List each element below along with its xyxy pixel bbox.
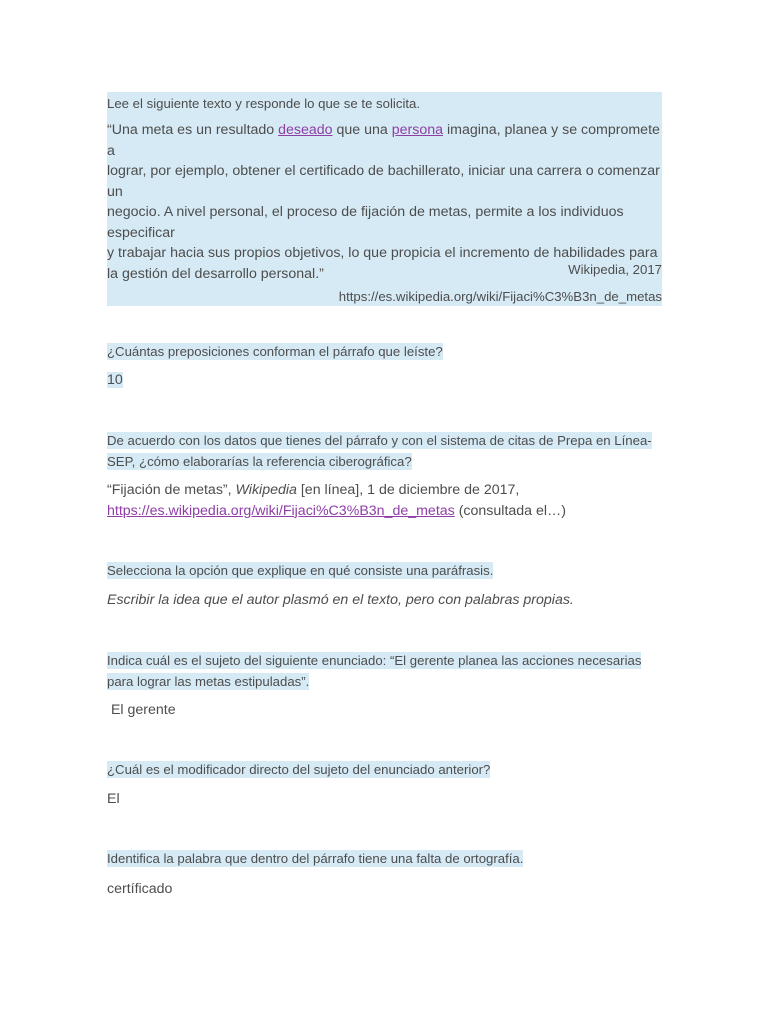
question-3 xyxy=(107,561,667,582)
question-4-line-1: Indica cuál es el sujeto del siguiente enunciado: “El gerente planea las acciones necesarias xyxy=(107,653,642,668)
question-4-line-2: para lograr las metas estipuladas”. xyxy=(107,673,310,689)
question-6-text: Identifica la palabra que dentro del párrafo tiene una falta de ortografía. xyxy=(107,851,524,866)
quote-line-4: y trabajar hacia sus propios objetivos, lo que propicia el incremento de habilidades para xyxy=(107,245,658,261)
instruction-text: Lee el siguiente texto y responde lo que se te solicita. xyxy=(107,96,421,111)
answer-2-tail: (consultada el…) xyxy=(454,502,566,519)
answer-3: Escribir la idea que el autor plasmó en el texto, pero con palabras propias. xyxy=(107,592,574,608)
quote-line-1 xyxy=(107,120,662,161)
question-3-text: Selecciona la opción que explique en qué consiste una paráfrasis. xyxy=(107,563,494,578)
link-deseado[interactable]: deseado xyxy=(278,122,333,138)
answer-5: El xyxy=(107,791,120,807)
source-citation: Wikipedia, 2017 xyxy=(568,262,662,277)
answer-6: certíficado xyxy=(107,881,173,897)
quote-text: “Una meta es un resultado xyxy=(107,122,279,138)
answer-2-rest: [en línea], 1 de diciembre de 2017, xyxy=(296,482,520,498)
answer-4: El gerente xyxy=(107,702,176,718)
question-5-text: ¿Cuál es el modificador directo del sujeto del enunciado anterior? xyxy=(107,762,491,777)
question-1-text: ¿Cuántas preposiciones conforman el párrafo que leíste? xyxy=(107,344,443,359)
question-5 xyxy=(107,760,667,781)
question-4 xyxy=(107,651,667,692)
answer-2 xyxy=(107,480,667,521)
question-2-line-2: SEP, ¿cómo elaborarías la referencia ciberográfica? xyxy=(107,453,412,469)
question-1 xyxy=(107,342,667,363)
quote-line-2: lograr, por ejemplo, obtener el certificado de bachillerato, iniciar una carrera o comenzar un xyxy=(107,163,660,200)
link-persona[interactable]: persona xyxy=(391,122,444,138)
quote-text: imagina, planea y se compromete a xyxy=(107,122,660,159)
question-2-line-1: De acuerdo con los datos que tienes del párrafo y con el sistema de citas de Prepa en Línea- xyxy=(107,433,652,448)
answer-1-text: 10 xyxy=(107,372,123,388)
answer-2-link[interactable]: https://es.wikipedia.org/wiki/Fijaci%C3%B3n_de_metas xyxy=(107,502,455,519)
source-url: https://es.wikipedia.org/wiki/Fijaci%C3%B3n_de_metas xyxy=(338,289,662,304)
question-2 xyxy=(107,431,667,472)
answer-1 xyxy=(107,370,123,391)
answer-2-title: “Fijación de metas”, xyxy=(107,482,236,498)
quote-line-3: negocio. A nivel personal, el proceso de fijación de metas, permite a los individuos especificar xyxy=(107,204,624,241)
question-6 xyxy=(107,849,667,870)
answer-2-italic: Wikipedia xyxy=(235,482,297,498)
quote-text: que una xyxy=(332,122,392,138)
intro-quote-block xyxy=(107,92,662,306)
quote-line-5: la gestión del desarrollo personal.” xyxy=(107,265,324,282)
